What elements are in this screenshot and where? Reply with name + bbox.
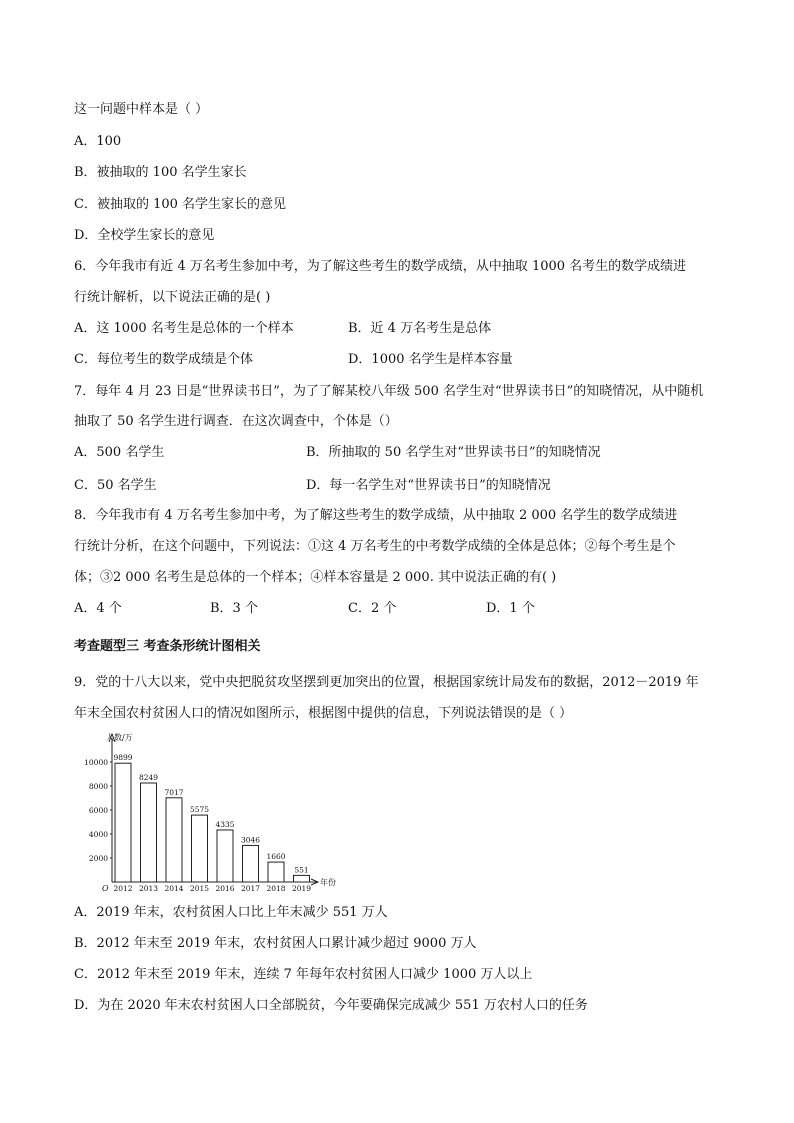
bar-value-label: 8249 [138, 773, 159, 783]
x-tick-label: 2019 [291, 884, 312, 893]
bar [217, 830, 233, 882]
x-tick-label: 2018 [266, 884, 286, 893]
y-tick-label: 4000 [88, 830, 108, 839]
q9-option-c: C．2012 年末至 2019 年末，连续 7 年每年农村贫困人口减少 1000 万人以上 [74, 967, 533, 982]
q9-option-d: D．为在 2020 年末农村贫困人口全部脱贫，今年要确保完成减少 551 万农村人口的任务 [74, 998, 588, 1013]
y-tick-label: 8000 [88, 782, 108, 791]
q7-option-d: D．每一名学生对“世界读书日”的知晓情况 [306, 478, 551, 493]
q5-stem: 这一问题中样本是（ ） [74, 102, 209, 117]
q8-option-d: D．1 个 [486, 601, 535, 616]
q9-option-b: B．2012 年末至 2019 年末，农村贫困人口累计减少超过 9000 万人 [74, 936, 477, 951]
q9-stem-line2: 年末全国农村贫困人口的情况如图所示，根据图中提供的信息，下列说法错误的是（ ） [74, 706, 573, 721]
bar-value-label: 3046 [240, 835, 261, 845]
q5-option-d: D．全校学生家长的意见 [74, 228, 215, 243]
q7-option-c: C．50 名学生 [74, 478, 157, 493]
y-tick-label: 2000 [88, 854, 108, 863]
q8-option-b: B．3 个 [210, 601, 258, 616]
q6-option-b: B．近 4 万名考生是总体 [348, 321, 492, 336]
y-tick-label: 10000 [84, 758, 108, 767]
bar [243, 845, 259, 882]
q7-stem-line2: 抽取了 50 名学生进行调查．在这次调查中，个体是（） [74, 414, 398, 429]
x-tick-label: 2014 [164, 884, 184, 893]
x-tick-label: 2017 [240, 884, 261, 893]
y-tick-label: 6000 [88, 806, 108, 815]
x-tick-label: 2015 [189, 884, 210, 893]
q7-option-b: B．所抽取的 50 名学生对“世界读书日”的知晓情况 [306, 445, 601, 460]
q8-stem-line2: 行统计分析，在这个问题中，下列说法：①这 4 万名考生的中考数学成绩的全体是总体；②每个考生是个 [74, 539, 676, 554]
bar [115, 763, 131, 882]
q6-stem-line2: 行统计解析，以下说法正确的是( ) [74, 290, 271, 305]
q5-option-a: A．100 [74, 134, 122, 149]
q8-stem-line1: 8．今年我市有 4 万名考生参加中考，为了解这些考生的数学成绩，从中抽取 2 000 名学生的数学成绩进 [74, 508, 678, 523]
q5-option-b: B．被抽取的 100 名学生家长 [74, 165, 247, 180]
bar-value-label: 4335 [215, 819, 235, 829]
x-tick-label: 2013 [138, 884, 159, 893]
bar [141, 783, 157, 882]
bar-value-label: 5575 [189, 805, 210, 815]
q8-stem-line3: 体；③2 000 名考生是总体的一个样本；④样本容量是 2 000. 其中说法正确的有( ) [74, 570, 557, 585]
q6-option-d: D．1000 名学生是样本容量 [348, 352, 513, 367]
bar-value-label: 1660 [266, 852, 286, 862]
x-tick-label: 2016 [215, 884, 235, 893]
q8-option-a: A．4 个 [74, 601, 122, 616]
bar-value-label: 551 [294, 865, 309, 875]
q6-stem-line1: 6．今年我市有近 4 万名考生参加中考，为了解这些考生的数学成绩，从中抽取 1000 名考生的数学成绩进 [74, 259, 687, 274]
q9-stem-line1: 9．党的十八大以来，党中央把脱贫攻坚摆到更加突出的位置，根据国家统计局发布的数据，2012－2019 年 [74, 675, 699, 690]
q9-option-a: A．2019 年末，农村贫困人口比上年末减少 551 万人 [74, 905, 388, 920]
bar-chart [82, 728, 352, 896]
bar [166, 798, 182, 882]
q8-option-c: C．2 个 [348, 601, 397, 616]
q5-option-c: C．被抽取的 100 名学生家长的意见 [74, 197, 287, 212]
bar [294, 875, 310, 882]
bar [268, 862, 284, 882]
section-heading: 考查题型三 考查条形统计图相关 [74, 639, 261, 654]
bar-value-label: 9899 [113, 753, 133, 763]
bar [192, 815, 208, 882]
q7-stem-line1: 7．每年 4 月 23 日是“世界读书日”，为了了解某校八年级 500 名学生对“世界读书日”的知晓情况，从中随机 [74, 384, 704, 399]
origin-label: O [102, 884, 109, 893]
bar-value-label: 7017 [164, 787, 184, 797]
y-axis-label: 人数/万 [106, 733, 133, 742]
q6-option-a: A．这 1000 名考生是总体的一个样本 [74, 321, 294, 336]
q7-option-a: A．500 名学生 [74, 445, 165, 460]
q6-option-c: C．每位考生的数学成绩是个体 [74, 352, 253, 367]
x-axis-label: 年份 [320, 878, 336, 887]
x-tick-label: 2012 [113, 884, 133, 893]
